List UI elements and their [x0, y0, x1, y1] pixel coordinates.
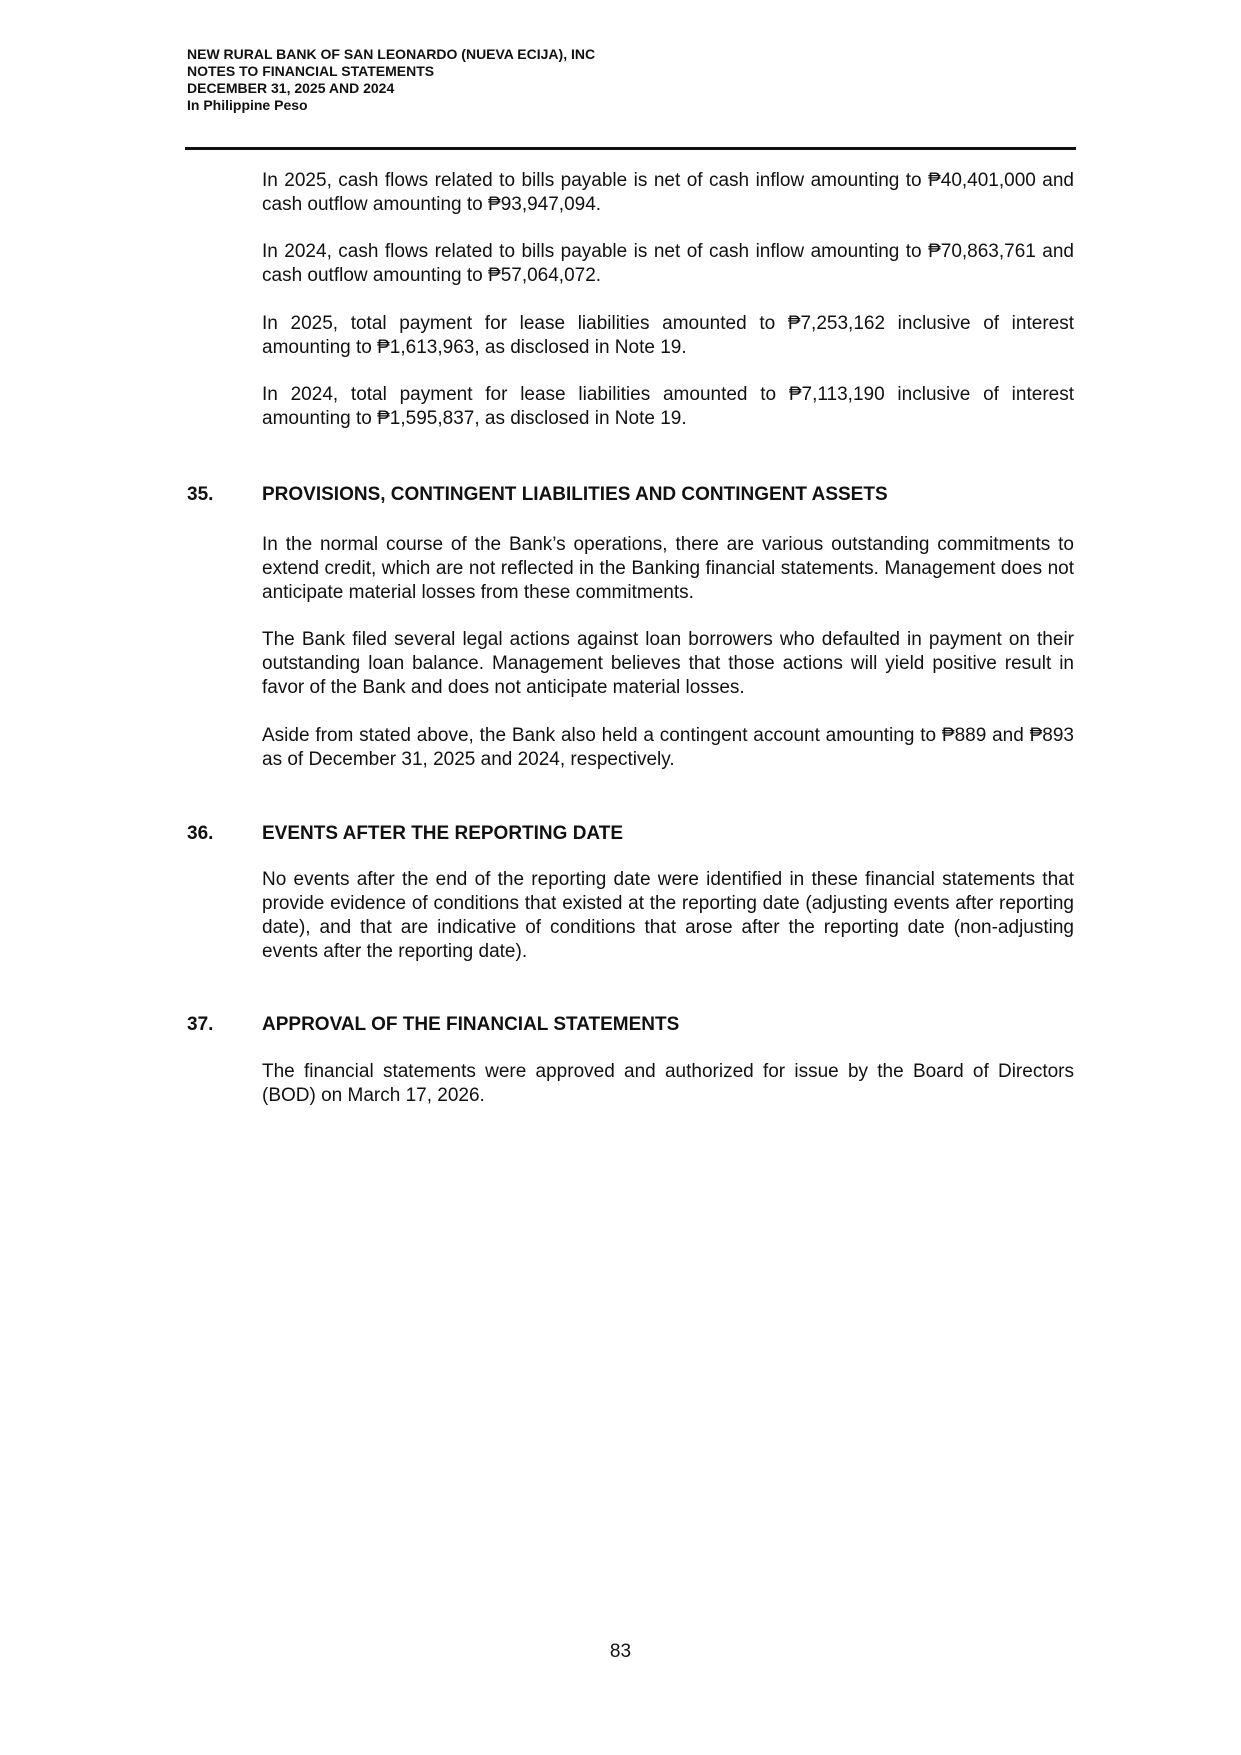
company-name: NEW RURAL BANK OF SAN LEONARDO (NUEVA ECIJA), INC [187, 46, 596, 62]
section-title: EVENTS AFTER THE REPORTING DATE [262, 823, 624, 844]
section-number: 37. [187, 1014, 214, 1035]
currency-note: In Philippine Peso [187, 97, 308, 113]
page-number: 83 [609, 1641, 632, 1662]
document-title: NOTES TO FINANCIAL STATEMENTS [187, 63, 435, 79]
paragraph: In 2024, cash flows related to bills payable is net of cash inflow amounting to ₱70,863,761 and cash outflow amounting to ₱57,064,072. [262, 241, 1074, 286]
paragraph: In 2025, cash flows related to bills payable is net of cash inflow amounting to ₱40,401,000 and cash outflow amounting to ₱93,947,094. [262, 170, 1074, 215]
paragraph: The financial statements were approved and authorized for issue by the Board of Directors (BOD) on March 17, 2026. [262, 1061, 1074, 1106]
paragraph: In the normal course of the Bank’s operations, there are various outstanding commitments to extend credit, which are not reflected in the Banking financial statements. Management does not anticipate material losses from these commitments. [262, 534, 1074, 603]
section-title: APPROVAL OF THE FINANCIAL STATEMENTS [262, 1014, 680, 1035]
paragraph: Aside from stated above, the Bank also held a contingent account amounting to ₱889 and ₱893 as of December 31, 2025 and 2024, respectively. [262, 725, 1074, 770]
paragraph: In 2024, total payment for lease liabilities amounted to ₱7,113,190 inclusive of interest amounting to ₱1,595,837, as disclosed in Note 19. [262, 384, 1074, 429]
reporting-period: DECEMBER 31, 2025 AND 2024 [187, 80, 395, 96]
section-title: PROVISIONS, CONTINGENT LIABILITIES AND CONTINGENT ASSETS [262, 484, 888, 505]
paragraph: The Bank filed several legal actions against loan borrowers who defaulted in payment on their outstanding loan balance. Management believes that those actions will yield positive result in favor of the Bank and does not anticipate material losses. [262, 629, 1074, 698]
paragraph: In 2025, total payment for lease liabilities amounted to ₱7,253,162 inclusive of interest amounting to ₱1,613,963, as disclosed in Note 19. [262, 313, 1074, 358]
section-number: 36. [187, 823, 214, 844]
paragraph: No events after the end of the reporting date were identified in these financial statements that provide evidence of conditions that existed at the reporting date (adjusting events after reporting date), and that are indicative of conditions that arose after the reporting date (non-adjusting events after the reporting date). [262, 869, 1074, 962]
header-divider [185, 147, 1076, 150]
section-number: 35. [187, 484, 214, 505]
document-header [187, 46, 1087, 114]
